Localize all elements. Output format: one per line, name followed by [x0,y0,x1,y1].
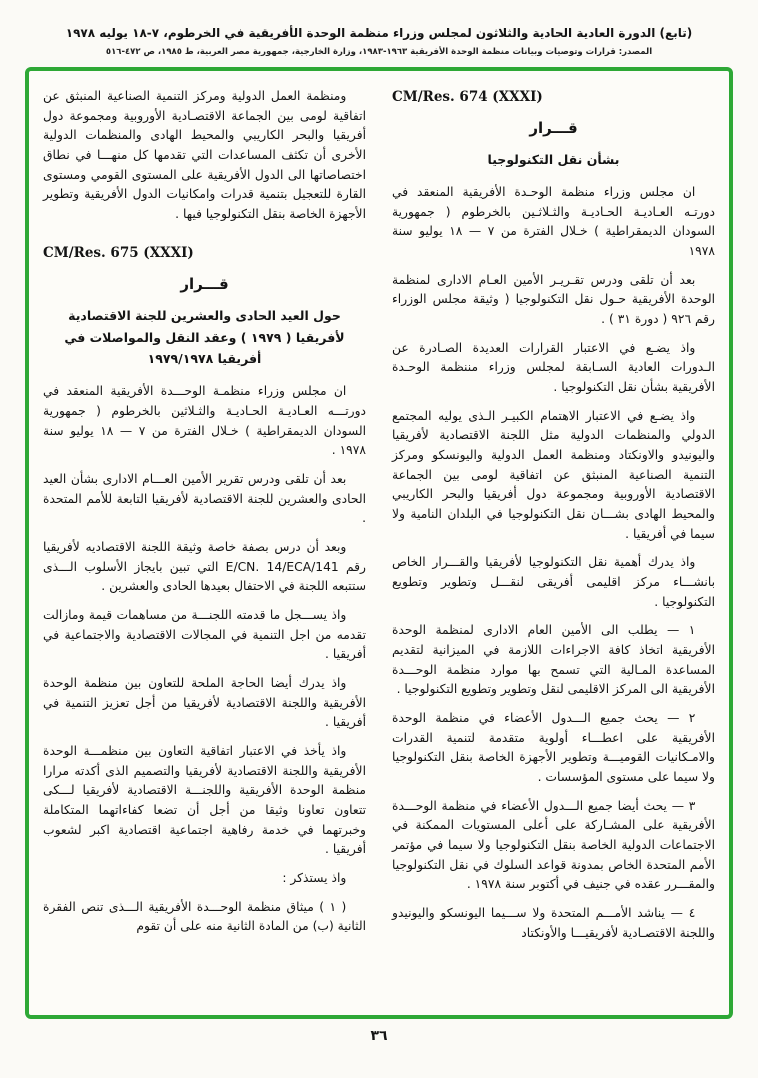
resolution-paragraph: ( ١ ) ميثاق منظمة الوحـــدة الأفريقية الـــذى تنص الفقرة الثانية (ب) من المادة الثانية منه على أن تقوم [43,899,366,934]
resolution-paragraph: ٢ — يحث جميع الـــدول الأعضاء في منظمة الوحدة الأفريقية على اعطـــاء أولوية متقدمة لتنمية القدرات والامـكانيات القوميـــة وتطوير الأجهزة الخاصة بنقل التكنولوجيا ولا سيما على مستوى المؤسسات . [392,711,715,785]
resolution-number: CM/Res. 675 (XXXI) [43,244,194,261]
resolution-title: قـــرار [180,274,229,293]
resolution-675-column [43,87,366,1005]
two-column-layout [43,87,715,1005]
resolution-paragraph: واذ يستذكر : [282,871,347,886]
resolution-paragraph: بعد أن تلقى ودرس تقـريـر الأمين العـام الادارى لمنظمة الوحدة الأفريقية حـول نقل التكنولوجيا ( وثيقة مجلس الوزراء رقم ٩٢٦ ( دورة ٣١ ) . [392,272,715,326]
source-citation: المصدر: قرارات وتوصيات وبيانات منظمة الوحدة الأفريقية ١٩٦٣-١٩٨٣، وزارة الخارجية، جمهورية مصر العربية، ط ١٩٨٥، ص ٤٧٢-٥١٦ [105,47,653,57]
resolution-number: CM/Res. 674 (XXXI) [392,89,543,105]
resolution-paragraph: بعد أن تلقى ودرس تقرير الأمين العـــام الادارى بشأن العيد الحادى والعشرين للجنة الاقتصادية لأفريقيا التابعة للأمم المتحدة . [43,472,366,526]
resolution-paragraph: واذ يأخذ في الاعتبار اتفاقية التعاون بين منظمـــة الوحدة الأفريقية واللجنة الاقتصادية لأفريقيا والتصميم الذى أكدته مرارا منظمة الوحدة الأفريقية واللجنـــة الاقتصادية لأفريقيا لـــكى تتعاون تعاونا وثيقا من أجل أن تضعا كفاءاتهما المتكاملة وخبرتهما في خدمة رفاهية اجتماعية اقتصادية اكبر لشعوب أفريقيا . [43,744,366,857]
resolution-subtitle: بشأن نقل التكنولوجيا [487,152,620,167]
resolution-paragraph: ٤ — يناشد الأمـــم المتحدة ولا ســـيما اليونسكو واليونيدو واللجنة الاقتصـادية لأفريقيـــا والأونكتاد [392,906,715,940]
session-title: (تابع) الدورة العادية الحادية والثلاثون لمجلس وزراء منظمة الوحدة الأفريقية في الخرطوم، ٧-١٨ يوليه ١٩٧٨ [65,26,693,40]
page-number: ٣٦ [370,1028,388,1044]
resolution-paragraph: واذ يدرك أيضا الحاجة الملحة للتعاون بين منظمة الوحدة الأفريقية واللجنة الاقتصادية لأفريقيا من أجل تعزيز التنمية في أفريقيا . [43,676,366,730]
resolution-paragraph: واذ يدرك أهمية نقل التكنولوجيا لأفريقيا والقـــرار الخاص بانشـــاء مركز اقليمى أفريقى لنقـــل وتطوير وتطويع التكنولوجيا . [392,555,715,609]
resolution-paragraph: ١ — يطلب الى الأمين العام الادارى لمنظمة الوحدة الأفريقية اتخاذ كافة الاجراءات اللازمة في الميزانية لتقديم المساعدة المـالية التي تسمح بها موارد منظمة الوحـــدة الأفريقية الى المركز الاقليمى لنقل وتطوير وتطويع التكنولوجيا . [392,623,715,697]
resolution-paragraph: ان مجلس وزراء منظمـة الوحـــدة الأفريقية المنعقد في دورتـــه العـاديـة الحـاديـة والثـلاثين بالخرطوم ( جمهورية السودان الديمقراطية ) خـلال الفترة من ٧ — ١٨ يوليو سنة ١٩٧٨ . [43,384,366,458]
resolution-paragraph: وبعد أن درس بصفة خاصة وثيقة اللجنة الاقتصاديه لأفريقيا رقم E/CN. 14/ECA/141 التي تبين بايجاز الأسلوب الـــذى ستتبعه اللجنة في الاحتفال بعيدها الحادى والعشرين . [43,540,366,594]
resolution-paragraph: واذ يضـع في الاعتبار الاهتمام الكبيـر الـذى يوليه المجتمع الدولي والمنظمات الدولية مثل اللجنة الاقتصادية لأفريقيا واليونيدو والاونكتاد ومنظمة العمل الدولية واليونسكو ومركز التنمية الصناعية المنبثق عن اتفاقية لومى بين الجماعة الاقتصادية الأوروبية ومجموعة دول أفريقيا والبحر الكاريبي والمحيط الهادى بشـــان نقل التكنولوجيا في البلدان النامية ولا سيما في أفريقيا . [392,408,715,541]
resolution-paragraph: واذ يســـجل ما قدمته اللجنـــة من مساهمات قيمة ومازالت تقدمه من اجل التنمية في المجالات الاقتصادية والاجتماعية في أفريقيا . [43,608,366,662]
resolution-title: قـــرار [529,119,578,137]
page-header [0,0,758,57]
resolution-paragraph-continuation: ومنظمة العمل الدولية ومركز التنمية الصناعية المنبثق عن اتفاقية لومى بين الجماعة الاقتصـادية الأوروبية ومجموعة دول أفريقيا والبحر الكاريبي والمحيط الهادى والمنظمات الدولية الأخرى أن تكثف المساعدات التي تقدمها كل منهـــا في نطاق اختصاصاتها الى الدول الأفريقية على المستوى القومي ومستوى القارة للتعجيل بتنمية قدرات وامكانيات الدول الأفريقية وتطوير الأجهزة الخاصة بنقل التكنولوجيا فيها . [43,89,366,222]
resolution-subtitle: حول العيد الحادى والعشرين للجنة الاقتصادية لأفريقيا ( ١٩٧٩ ) وعقد النقل والمواصلات في أفريقيا ١٩٧٩/١٩٧٨ [64,307,345,367]
resolution-paragraph: ان مجلس وزراء منظمة الوحـدة الأفريقية المنعقد في دورتـه العـاديـة الحـاديـة والثـلاثـين بالخرطوم ( جمهورية السودان الديمقراطية ) خـلال الفترة من ٧ — ١٨ يوليو سنة ١٩٧٨ [392,184,715,258]
resolution-674-column [392,87,715,1005]
resolution-paragraph: واذ يضـع في الاعتبار القرارات العديدة الصـادرة عن الـدورات العادية السـابقة لمجلس وزراء مننظمة الوحـدة الأفريقية بشأن نقل التكنولوجيا . [392,340,715,394]
resolution-paragraph: ٣ — يحث أيضا جميع الـــدول الأعضاء في منظمة الوحـــدة الأفريقية على المشـاركة على أعلى المستويات الممكنة في الاجتماعات الدولية الخاصة بنقل التكنولوجيا ولا سيما في مؤتمر الأمم المتحدة الخاص بمدونة قواعد السلوك في نقل التكنولوجيا والمقـــرر عقده في جنيف في أكتوبر سنة ١٩٧٨ . [392,798,715,892]
content-frame [25,67,733,1019]
